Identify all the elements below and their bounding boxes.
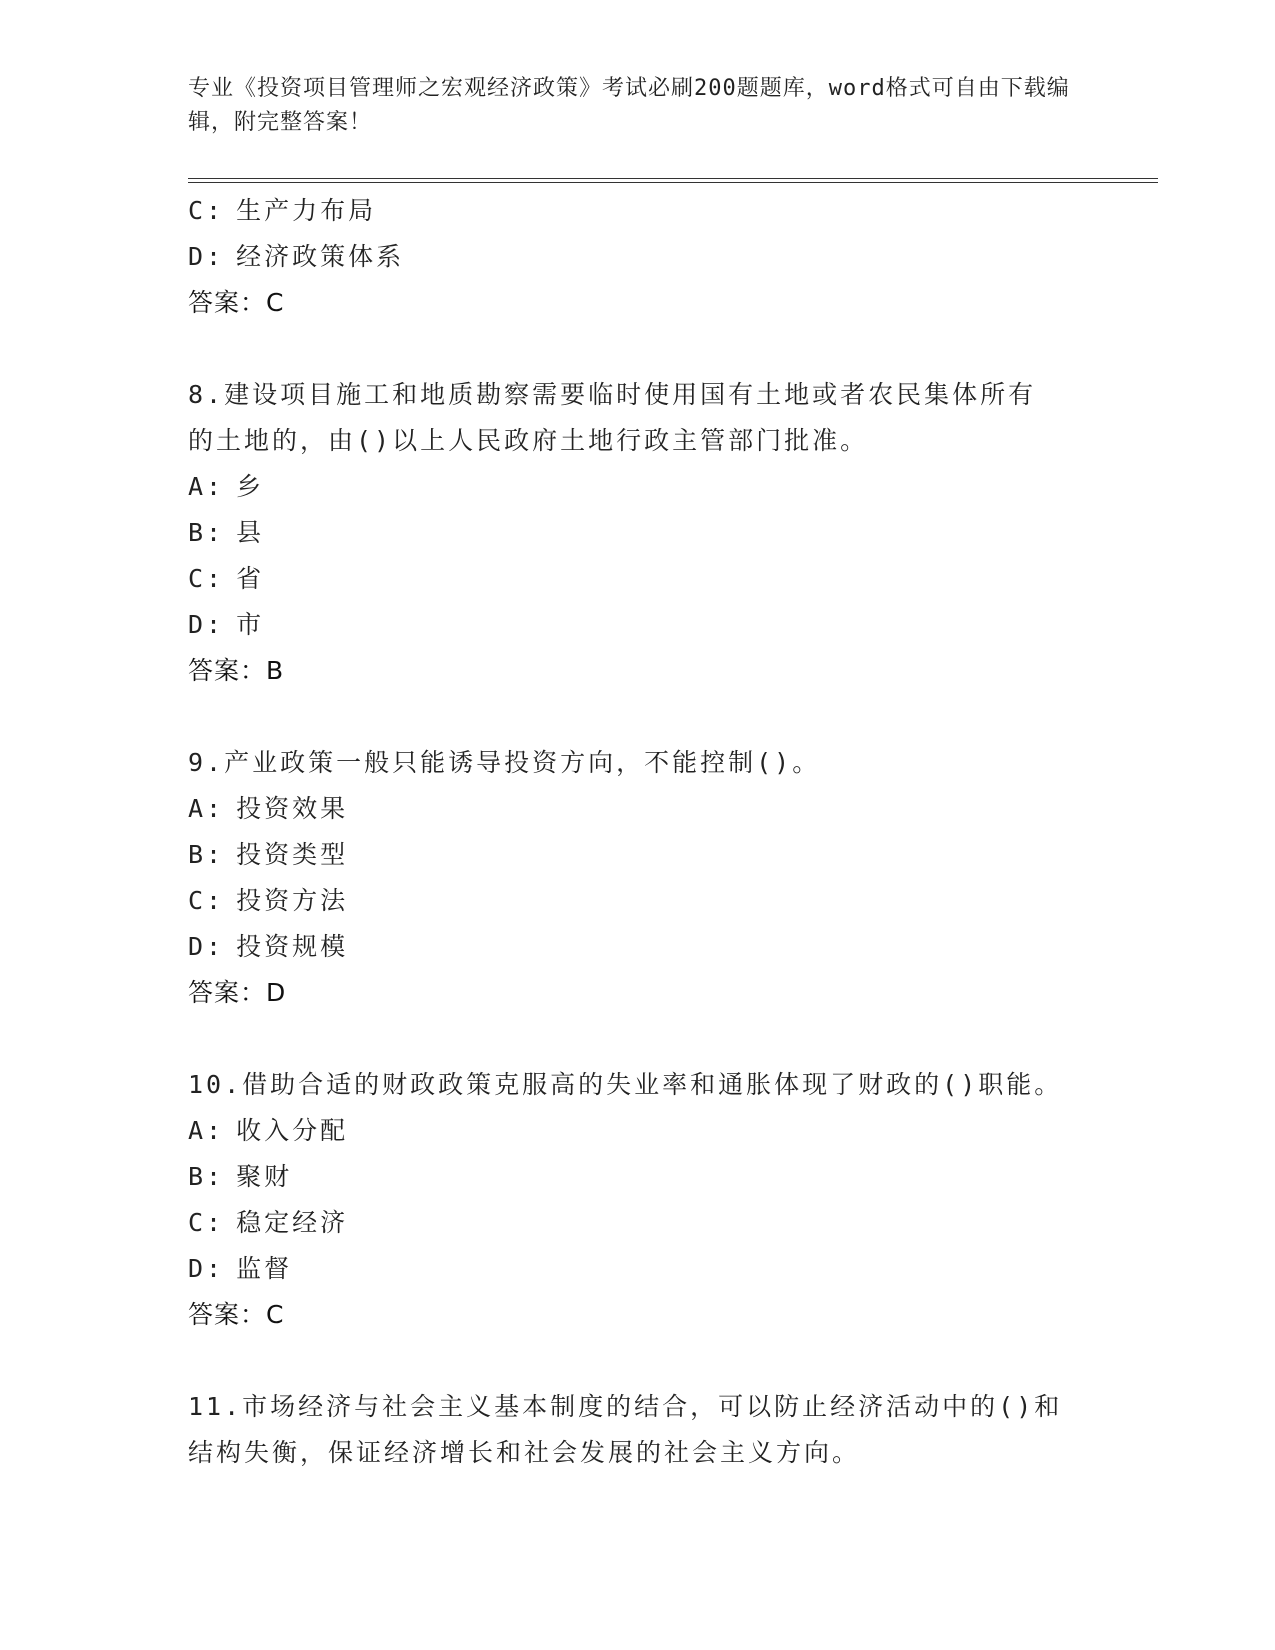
option-text: 生产力布局 — [236, 196, 377, 225]
option-letter: D: — [188, 1254, 225, 1283]
option-c — [188, 1200, 1088, 1246]
option-b — [188, 1154, 1088, 1200]
option-text: 稳定经济 — [236, 1208, 349, 1237]
option-d — [188, 924, 1088, 970]
header-divider — [188, 178, 1158, 183]
option-letter: C: — [188, 564, 225, 593]
option-text: 乡 — [236, 472, 265, 501]
answer-line: 答案：B — [188, 656, 285, 685]
option-letter: A: — [188, 1116, 225, 1145]
option-letter: A: — [188, 472, 225, 501]
option-text: 投资效果 — [236, 794, 349, 823]
option-letter: D: — [188, 242, 225, 271]
option-letter: C: — [188, 886, 225, 915]
option-d — [188, 1246, 1088, 1292]
question-7-continued — [188, 188, 1088, 326]
option-letter: D: — [188, 932, 225, 961]
question-11 — [188, 1384, 1088, 1476]
option-d — [188, 234, 1088, 280]
option-text: 投资规模 — [236, 932, 349, 961]
answer-line: 答案：C — [188, 1300, 285, 1329]
option-text: 投资类型 — [236, 840, 349, 869]
stem-line: 9.产业政策一般只能诱导投资方向，不能控制()。 — [188, 748, 821, 777]
option-letter: B: — [188, 840, 225, 869]
header-text: 专业《投资项目管理师之宏观经济政策》考试必刷200题题库，word格式可自由下载编辑，附完整答案！ — [188, 76, 1070, 135]
question-list — [188, 188, 1088, 1476]
option-text: 县 — [236, 518, 265, 547]
option-text: 投资方法 — [236, 886, 349, 915]
option-text: 聚财 — [236, 1162, 293, 1191]
question-10 — [188, 1062, 1088, 1338]
option-b — [188, 510, 1088, 556]
stem-line: 11.市场经济与社会主义基本制度的结合，可以防止经济活动中的()和 — [188, 1392, 1063, 1421]
option-text: 收入分配 — [236, 1116, 349, 1145]
option-b — [188, 832, 1088, 878]
option-text: 经济政策体系 — [236, 242, 405, 271]
option-c — [188, 556, 1088, 602]
option-letter: C: — [188, 1208, 225, 1237]
answer-line: 答案：C — [188, 288, 285, 317]
answer-line: 答案：D — [188, 978, 287, 1007]
option-a — [188, 1108, 1088, 1154]
option-c — [188, 188, 1088, 234]
option-letter: B: — [188, 518, 225, 547]
stem-line: 10.借助合适的财政政策克服高的失业率和通胀体现了财政的()职能。 — [188, 1070, 1063, 1099]
stem-line: 结构失衡，保证经济增长和社会发展的社会主义方向。 — [188, 1438, 861, 1467]
option-letter: C: — [188, 196, 225, 225]
document-header — [188, 72, 1088, 140]
question-9 — [188, 740, 1088, 1016]
option-text: 市 — [236, 610, 265, 639]
question-stem — [188, 740, 1088, 786]
option-c — [188, 878, 1088, 924]
option-letter: D: — [188, 610, 225, 639]
option-a — [188, 786, 1088, 832]
option-text: 监督 — [236, 1254, 293, 1283]
option-letter: B: — [188, 1162, 225, 1191]
stem-line: 的土地的，由()以上人民政府土地行政主管部门批准。 — [188, 426, 869, 455]
question-stem — [188, 1384, 1088, 1476]
option-d — [188, 602, 1088, 648]
question-stem — [188, 372, 1088, 464]
option-a — [188, 464, 1088, 510]
question-8 — [188, 372, 1088, 694]
question-stem — [188, 1062, 1088, 1108]
stem-line: 8.建设项目施工和地质勘察需要临时使用国有土地或者农民集体所有 — [188, 380, 1037, 409]
option-letter: A: — [188, 794, 225, 823]
option-text: 省 — [236, 564, 265, 593]
